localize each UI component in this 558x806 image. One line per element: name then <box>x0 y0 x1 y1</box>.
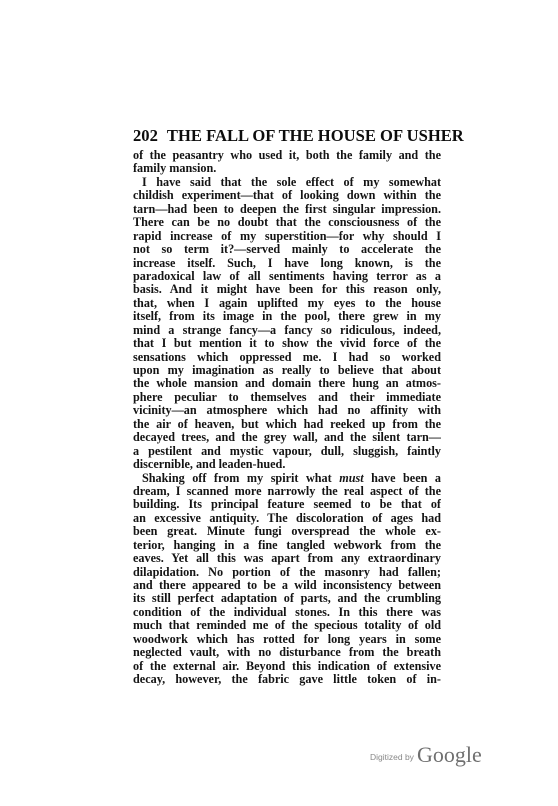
text-line: tarn—had been to deepen the first singular impression. <box>133 202 441 216</box>
text-line: mind a strange fancy—a fancy so ridiculous, indeed, <box>133 323 441 337</box>
text-line: terior, hanging in a fine tangled webwork from the <box>133 538 441 552</box>
text-line: increase itself. Such, I have long known, is the <box>133 256 441 270</box>
text-line: family mansion. <box>133 162 217 176</box>
text-line: itself, from its image in the pool, there grew in my <box>133 310 441 324</box>
text-line: much that reminded me of the specious totality of old <box>133 619 441 633</box>
digitized-by-google-watermark <box>370 742 482 768</box>
text-line: decayed trees, and the grey wall, and the silent tarn— <box>133 431 441 445</box>
emphasis: must <box>339 471 364 485</box>
text-line: the whole mansion and domain there hung an atmos- <box>133 377 441 391</box>
text-line: woodwork which has rotted for long years in some <box>133 632 441 646</box>
text-line: that, when I again uplifted my eyes to the house <box>133 296 441 310</box>
text-line: There can be no doubt that the consciousness of the <box>133 216 441 230</box>
text-line: not so term it?—served mainly to accelerate the <box>133 243 441 257</box>
text-line: phere peculiar to themselves and their immediate <box>133 390 441 404</box>
text-line: eaves. Yet all this was apart from any extraordinary <box>133 552 441 566</box>
text-line: that I but mention it to show the vivid force of the <box>133 337 441 351</box>
text-line: its still perfect adaptation of parts, and the crumbling <box>133 592 441 606</box>
text-line: discernible, and leaden-hued. <box>133 458 286 472</box>
text-line: been great. Minute fungi overspread the whole ex- <box>133 525 441 539</box>
running-header <box>133 126 464 146</box>
text-line: paradoxical law of all sentiments having terror as a <box>133 269 441 283</box>
text-line: basis. And it might have been for this reason only, <box>133 283 441 297</box>
text-line: an excessive antiquity. The discoloration of ages had <box>133 511 441 525</box>
text-line: dilapidation. No portion of the masonry had fallen; <box>133 565 441 579</box>
page-number: 202 <box>133 126 158 145</box>
text-line: upon my imagination as really to believe that about <box>133 364 441 377</box>
text-line: decay, however, the fabric gave little token of in- <box>133 673 441 687</box>
text-line: Shaking off from my spirit what must have been a <box>142 471 441 485</box>
text-line: sensations which oppressed me. I had so worked <box>133 350 441 364</box>
text-line: childish experiment—that of looking down within the <box>133 189 441 203</box>
body-text <box>133 149 441 687</box>
text-line: dream, I scanned more narrowly the real aspect of the <box>133 484 441 498</box>
text-line: a pestilent and mystic vapour, dull, sluggish, faintly <box>133 444 441 458</box>
text-line: vicinity—an atmosphere which had no affinity with <box>133 404 441 418</box>
text-line: the air of heaven, but which had reeked up from the <box>133 417 441 431</box>
text-line: of the peasantry who used it, both the family and the <box>133 149 441 162</box>
google-logo: Google <box>416 742 482 767</box>
text-line: condition of the individual stones. In this there was <box>133 605 441 619</box>
text-line: building. Its principal feature seemed to be that of <box>133 498 441 512</box>
text-line: and there appeared to be a wild inconsistency between <box>133 579 441 592</box>
digitized-label: Digitized by <box>370 752 414 762</box>
text-line: of the external air. Beyond this indication of extensive <box>133 659 441 673</box>
text-line: rapid increase of my superstition—for why should I <box>133 229 441 243</box>
running-title: THE FALL OF THE HOUSE OF USHER <box>166 126 464 145</box>
text-line: I have said that the sole effect of my somewhat <box>142 175 441 189</box>
text-line: neglected vault, with no disturbance from the breath <box>133 646 441 660</box>
